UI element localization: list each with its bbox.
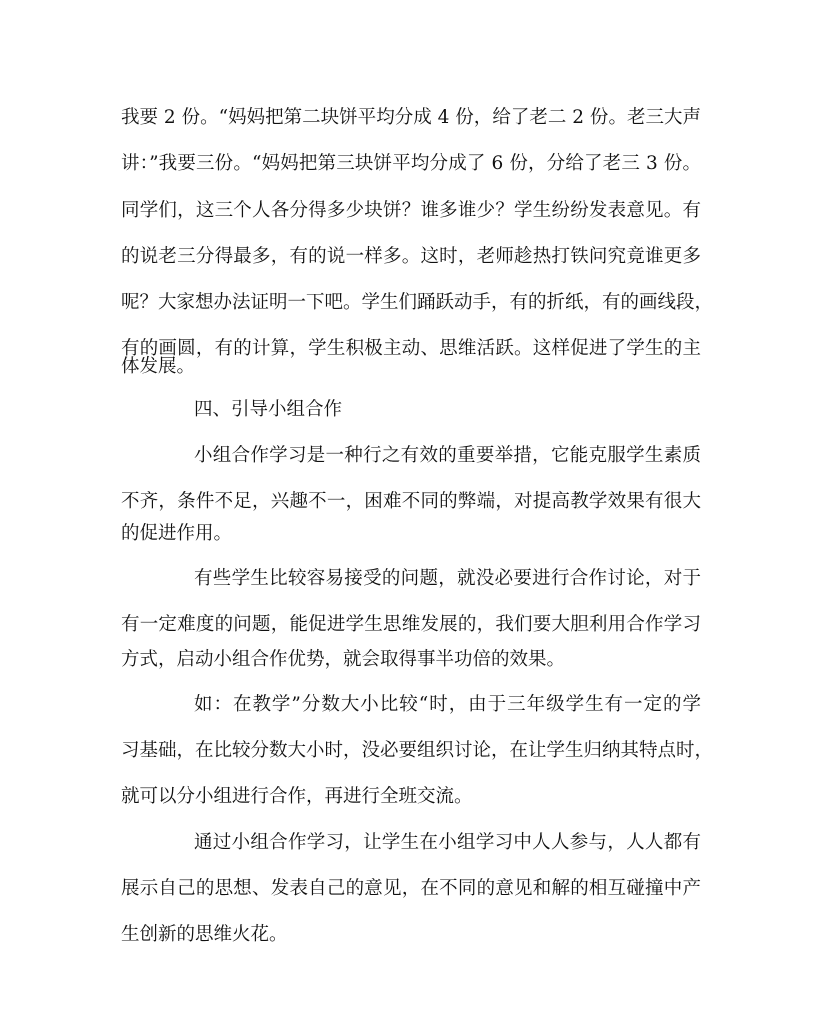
text-line: 讲：”我要三份。“妈妈把第三块饼平均分成了 6 份，分给了老三 3 份。 bbox=[121, 153, 701, 174]
text-line: 我要 2 份。“妈妈把第二块饼平均分成 4 份，给了老二 2 份。老三大声 bbox=[121, 107, 701, 128]
text-line: 同学们，这三个人各分得多少块饼？谁多谁少？学生纷纷发表意见。有 bbox=[121, 200, 701, 221]
text-line: 小组合作学习是一种行之有效的重要举措，它能克服学生素质 bbox=[194, 445, 701, 466]
text-line: 呢？大家想办法证明一下吧。学生们踊跃动手，有的折纸，有的画线段， bbox=[121, 292, 714, 313]
text-line: 有些学生比较容易接受的问题，就没必要进行合作讨论，对于 bbox=[194, 568, 701, 589]
text-line: 不齐，条件不足，兴趣不一，困难不同的弊端，对提高教学效果有很大 bbox=[121, 491, 701, 512]
text-line: 习基础，在比较分数大小时，没必要组织讨论，在让学生归纳其特点时， bbox=[121, 740, 714, 761]
text-line: 展示自己的思想、发表自己的意见，在不同的意见和解的相互碰撞中产 bbox=[121, 878, 701, 899]
text-line: 就可以分小组进行合作，再进行全班交流。 bbox=[121, 786, 473, 807]
text-line: 体发展。 bbox=[121, 356, 196, 377]
text-line: 如：在教学”分数大小比较“时，由于三年级学生有一定的学 bbox=[194, 694, 701, 715]
text-line: 的促进作用。 bbox=[121, 523, 233, 544]
text-line: 有一定难度的问题，能促进学生思维发展的，我们要大胆利用合作学习 bbox=[121, 614, 701, 635]
text-line: 的说老三分得最多，有的说一样多。这时，老师趁热打铁问究竟谁更多 bbox=[121, 246, 701, 267]
text-line: 方式，启动小组合作优势，就会取得事半功倍的效果。 bbox=[121, 649, 566, 670]
section-heading: 四、引导小组合作 bbox=[194, 399, 343, 420]
text-line: 通过小组合作学习，让学生在小组学习中人人参与，人人都有 bbox=[194, 832, 701, 853]
text-line: 生创新的思维火花。 bbox=[121, 924, 288, 945]
text-line: 有的画圆，有的计算，学生积极主动、思维活跃。这样促进了学生的主 bbox=[121, 338, 701, 359]
